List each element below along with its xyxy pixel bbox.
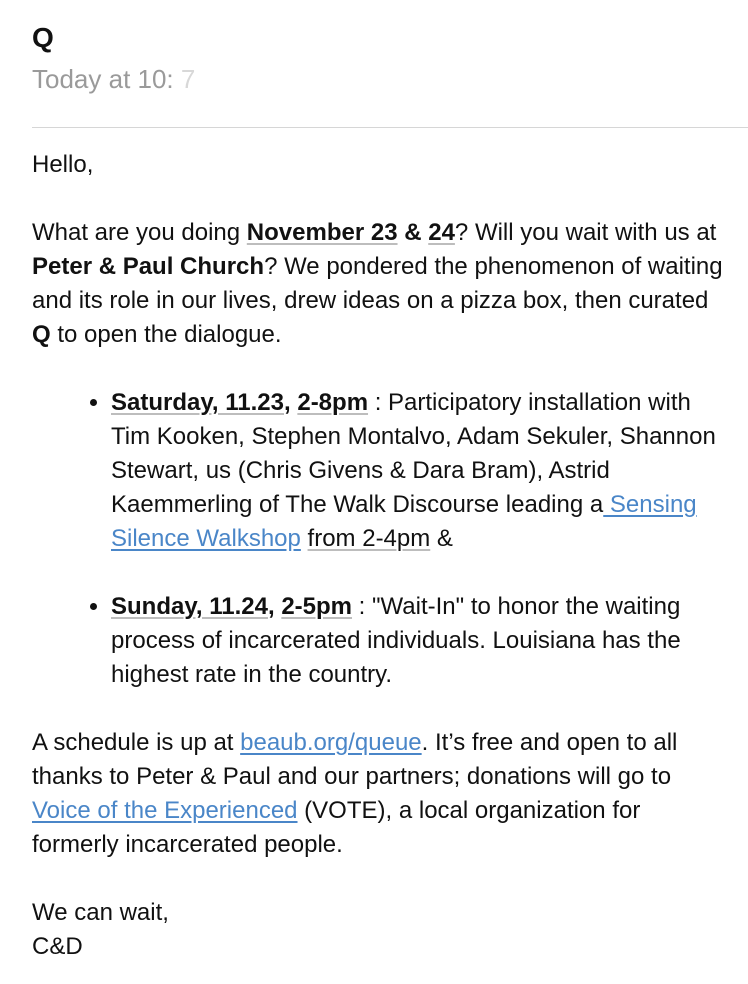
event-date-sunday[interactable]: Sunday, 11.24 — [111, 593, 268, 620]
event-description: : "Wait-In" to honor the waiting process of incarcerated individuals. Louisiana has the highest rate in the country. — [111, 593, 681, 688]
event-sep: , — [284, 389, 298, 416]
event-name: Q — [32, 321, 51, 348]
event-description: : Participatory installation with Tim Kooken, Stephen Montalvo, Adam Sekuler, Shannon Stewart, us (Chris Givens & Dara Bram), Astrid Kaemmerling of The Walk Discourse leading a — [111, 389, 716, 518]
email-date — [32, 60, 748, 98]
intro-text: ? We pondered the phenomenon of waiting and its role in our lives, drew ideas on a pizza box, then curated — [32, 253, 723, 314]
event-date-saturday[interactable]: Saturday, 11.23 — [111, 389, 284, 416]
schedule-text: . It’s free and open to all thanks to Peter & Paul and our partners; donations will go to — [32, 729, 678, 790]
vote-link[interactable]: Voice of the Experienced — [32, 797, 298, 824]
intro-text: to open the dialogue. — [50, 321, 282, 348]
schedule-paragraph — [32, 726, 732, 862]
signature-block — [32, 896, 732, 964]
signature: C&D — [32, 933, 83, 960]
date-link-nov23[interactable]: November 23 — [246, 219, 398, 246]
email-date-obscured: 7 — [173, 64, 196, 94]
closing: We can wait, — [32, 899, 169, 926]
event-time-saturday[interactable]: 2-8pm — [297, 389, 369, 416]
event-item-saturday — [111, 386, 732, 556]
intro-text: ? Will you wait with us at — [454, 219, 717, 246]
email-header — [32, 18, 748, 98]
walkshop-link[interactable]: Sensing Silence Walkshop — [111, 491, 697, 552]
event-item-sunday — [111, 590, 732, 692]
event-time-sunday[interactable]: 2-5pm — [281, 593, 353, 620]
schedule-text: A schedule is up at — [32, 729, 241, 756]
schedule-link[interactable]: beaub.org/queue — [240, 729, 422, 756]
header-divider — [32, 127, 748, 128]
event-time-walkshop[interactable]: from 2-4pm — [307, 525, 431, 552]
email-body — [32, 148, 732, 964]
intro-text: What are you doing — [32, 219, 247, 246]
event-description: & — [430, 525, 453, 552]
event-sep: , — [267, 593, 282, 620]
date-link-24[interactable]: 24 — [428, 219, 455, 246]
email-date-text: Today at 10: — [32, 64, 174, 94]
intro-paragraph — [32, 216, 732, 352]
email-subject: Q — [32, 22, 54, 53]
event-list — [32, 386, 732, 692]
event-description — [301, 525, 308, 552]
intro-amp: & — [397, 219, 429, 246]
greeting: Hello, — [32, 151, 94, 178]
venue-name: Peter & Paul Church — [32, 253, 265, 280]
schedule-text: (VOTE), a local organization for formerly incarcerated people. — [32, 797, 641, 858]
